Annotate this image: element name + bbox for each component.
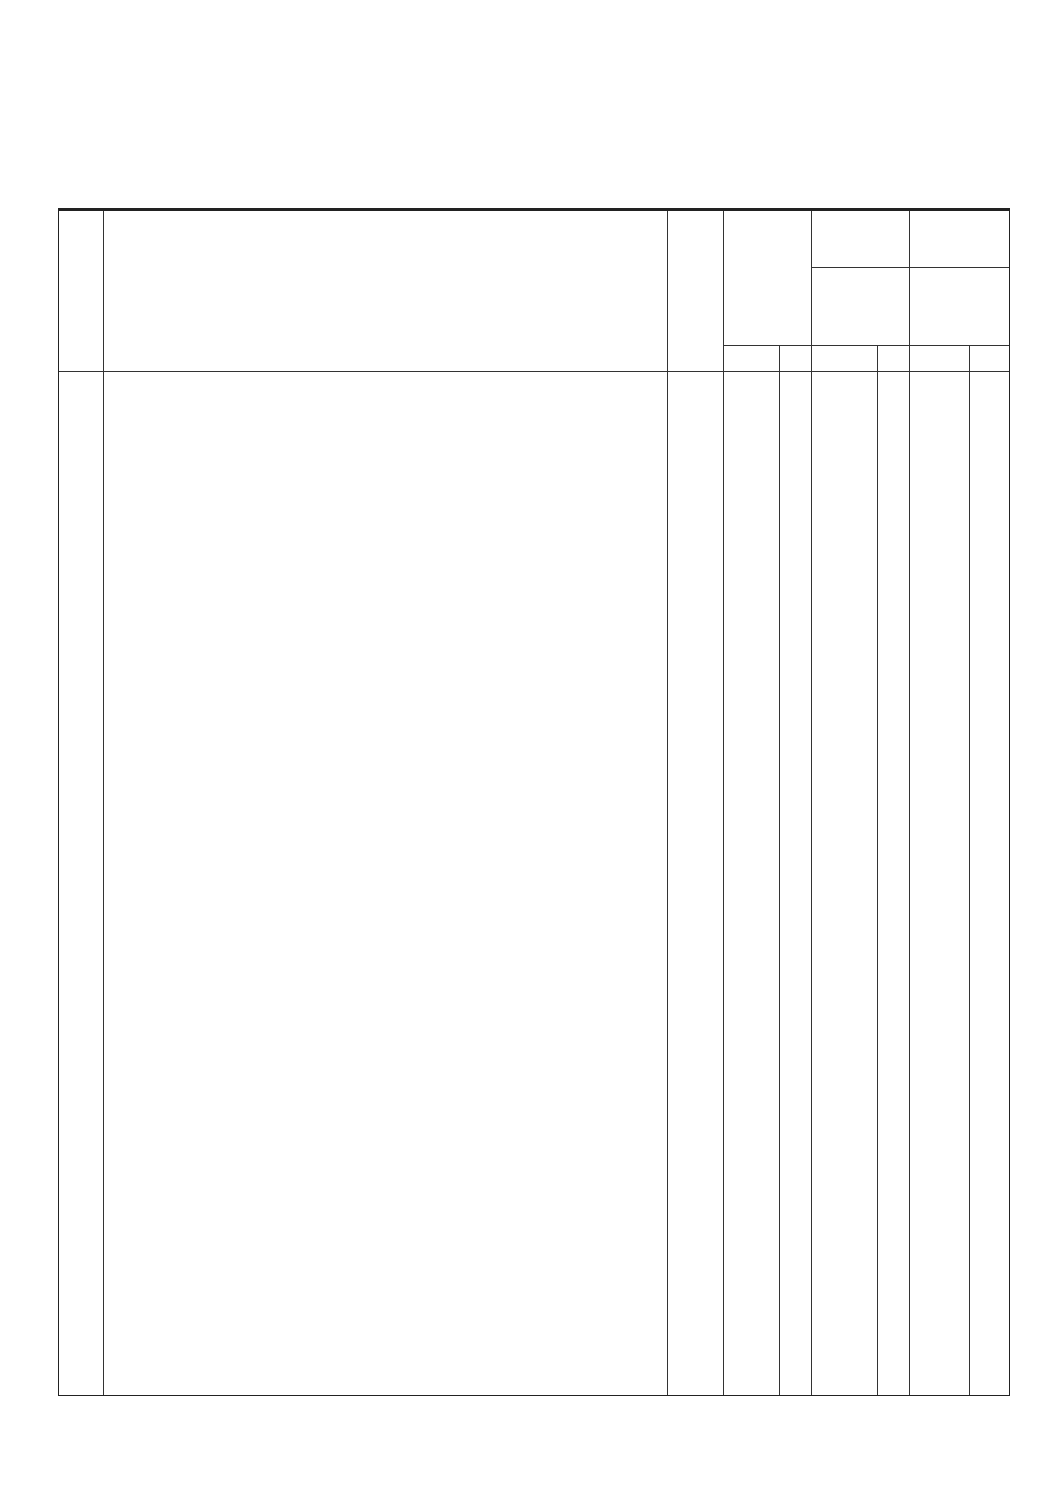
document-title xyxy=(60,148,1010,170)
header-rule xyxy=(59,371,1009,372)
col-rule xyxy=(969,345,970,1395)
subheader-rule xyxy=(723,345,1009,346)
col-rule xyxy=(667,211,668,1395)
col-rule xyxy=(877,345,878,1395)
col-rule xyxy=(811,211,812,1395)
col-rule xyxy=(909,211,910,1395)
col-rule xyxy=(723,211,724,1395)
expenses-rule xyxy=(811,267,1009,268)
budget-table xyxy=(58,208,1010,1396)
col-rule xyxy=(103,211,104,1395)
col-rule xyxy=(779,345,780,1395)
